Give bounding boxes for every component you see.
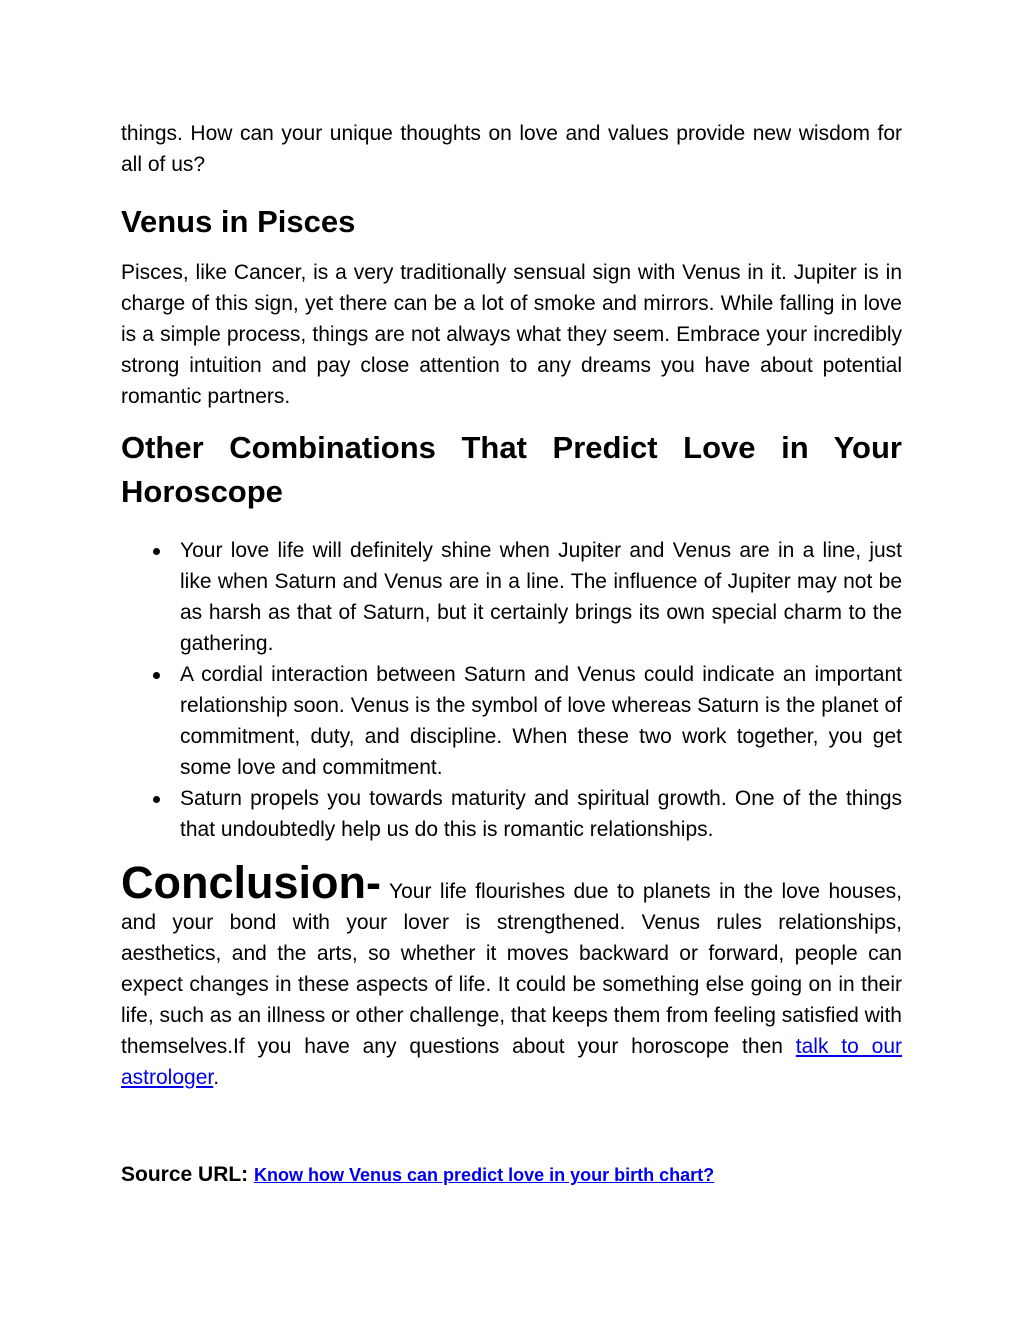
list-item [121, 535, 902, 659]
bullet-icon [153, 548, 160, 555]
talk-to-astrologer-link[interactable]: talk to our astrologer [121, 1035, 903, 1089]
list-item-text: Your love life will definitely shine when Jupiter and Venus are in a line, just like when Saturn and Venus are in a line. The influence of Jupiter may not be as harsh as that of Saturn, but it certainly brings its own special charm to the gathering. [180, 539, 902, 655]
conclusion-heading: Conclusion- [121, 857, 381, 908]
source-line [121, 1159, 902, 1191]
conclusion-text: Your life flourishes due to planets in the love houses, and your bond with your lover is strengthened. Venus rules relationships, aesthetics, and the arts, so whether it moves backward or forward, people can expect changes in these aspects of life. It could be something else going on in their life, such as an illness or other challenge, that keeps them from feeling satisfied with themselves.If you have any questions about your horoscope then [121, 880, 902, 1058]
bullet-icon [153, 796, 160, 803]
intro-paragraph: things. How can your unique thoughts on love and values provide new wisdom for all of us? [121, 122, 902, 176]
list-item-text: A cordial interaction between Saturn and Venus could indicate an important relationship soon. Venus is the symbol of love whereas Saturn is the planet of commitment, duty, and discipline. When these two work together, you get some love and commitment. [180, 663, 902, 779]
list-item [121, 783, 902, 845]
source-url-label: Source URL: [121, 1163, 249, 1186]
other-combinations-heading: Other Combinations That Predict Love in Your Horoscope [121, 430, 902, 509]
combinations-list [121, 535, 902, 845]
conclusion-paragraph [121, 857, 903, 1093]
source-url-link[interactable]: Know how Venus can predict love in your birth chart? [254, 1165, 715, 1185]
bullet-icon [153, 672, 160, 679]
list-item [121, 659, 902, 783]
conclusion-end: . [213, 1066, 220, 1089]
document-page [121, 118, 902, 1191]
venus-in-pisces-heading: Venus in Pisces [121, 204, 356, 239]
venus-in-pisces-paragraph: Pisces, like Cancer, is a very traditionally sensual sign with Venus in it. Jupiter is in charge of this sign, yet there can be a lot of smoke and mirrors. While falling in love is a simple process, things are not always what they seem. Embrace your incredibly strong intuition and pay close attention to any dreams you have about potential romantic partners. [121, 261, 902, 408]
list-item-text: Saturn propels you towards maturity and spiritual growth. One of the things that undoubtedly help us do this is romantic relationships. [180, 787, 902, 841]
